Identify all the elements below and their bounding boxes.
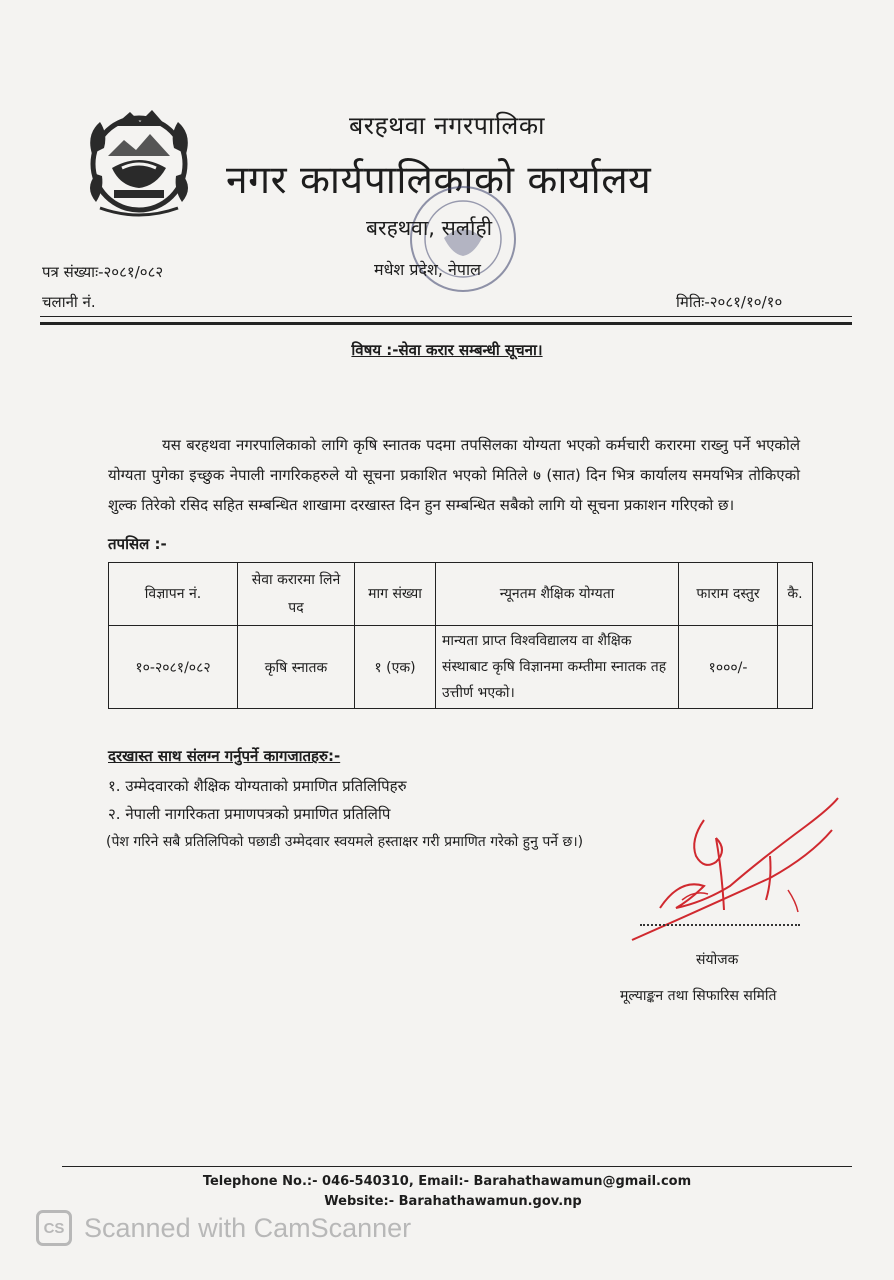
office-name: नगर कार्यपालिकाको कार्यालय (226, 158, 652, 203)
header-divider-thin (40, 316, 852, 317)
table-header-cell: न्यूनतम शैक्षिक योग्यता (436, 563, 679, 626)
documents-heading: दरखास्त साथ संलग्न गर्नुपर्ने कागजातहरु:- (108, 747, 341, 765)
camscanner-watermark (36, 1210, 411, 1246)
signature-line (640, 924, 800, 926)
table-header-row (109, 563, 813, 626)
handwritten-signature (620, 790, 850, 960)
watermark-text: Scanned with CamScanner (84, 1212, 412, 1243)
website-info: Website:- Barahathawamun.gov.np (324, 1194, 582, 1209)
notice-subject-text: विषय :-सेवा करार सम्बन्धी सूचना। (351, 341, 543, 359)
details-label: तपसिल :- (108, 535, 167, 553)
signatory-title: संयोजक (696, 952, 739, 968)
address-line-1: बरहथवा, सर्लाही (366, 216, 493, 240)
notice-body-paragraph: यस बरहथवा नगरपालिकाको लागि कृषि स्नातक पदमा तपसिलका योग्यता भएको कर्मचारी करारमा राख्नु पर्ने भएकोले योग्यता पुगेका इच्छुक नेपाली नागरिकहरुले यो सूचना प्रकाशित भएको मितिले ७ (सात) दिन भित्र कार्यालय समयभित्र तोकिएको शुल्क तिरेको रसिद सहित सम्बन्धित शाखामा दरखास्त दिन हुन सम्बन्धित सबैको लागि यो सूचना प्रकाशन गरिएको छ। (108, 436, 800, 514)
table-header-cell: विज्ञापन नं. (109, 563, 238, 626)
table-cell: १०-२०८१/०८२ (109, 626, 238, 709)
table-header-cell: सेवा करारमा लिने पद (238, 563, 355, 626)
address-line-2: मधेश प्रदेश, नेपाल (374, 260, 481, 279)
dispatch-number: चलानी नं. (42, 293, 96, 311)
list-item: २. नेपाली नागरिकता प्रमाणपत्रको प्रमाणित प्रतिलिपि (108, 805, 391, 823)
municipality-name: बरहथवा नगरपालिका (348, 111, 546, 140)
committee-name: मूल्याङ्कन तथा सिफारिस समिति (620, 988, 777, 1004)
notice-subject (0, 340, 894, 360)
footer-divider (62, 1166, 852, 1167)
table-cell (778, 626, 813, 709)
table-cell: कृषि स्नातक (238, 626, 355, 709)
table-header-cell: कै. (778, 563, 813, 626)
documents-note: (पेश गरिने सबै प्रतिलिपिको पछाडी उम्मेदवार स्वयमले हस्ताक्षर गरी प्रमाणित गरेको हुनु पर्ने छ।) (106, 834, 584, 850)
header-divider-thick (40, 322, 852, 325)
list-item: १. उम्मेदवारको शैक्षिक योग्यताको प्रमाणित प्रतिलिपिहरु (108, 777, 407, 795)
table-cell: १०००/- (679, 626, 778, 709)
table-header-cell: फाराम दस्तुर (679, 563, 778, 626)
contact-info: Telephone No.:- 046-540310, Email:- Barahathawamun@gmail.com (202, 1174, 692, 1189)
reference-number: पत्र संख्याः-२०८१/०८२ (42, 263, 164, 281)
table-row (109, 626, 813, 709)
camscanner-logo-icon: CS (36, 1210, 72, 1246)
table-cell: १ (एक) (355, 626, 436, 709)
vacancy-table (108, 562, 813, 709)
table-cell: मान्यता प्राप्त विश्वविद्यालय वा शैक्षिक संस्थाबाट कृषि विज्ञानमा कम्तीमा स्नातक तह उत्तीर्ण भएको। (436, 626, 679, 709)
table-header-cell: माग संख्या (355, 563, 436, 626)
letter-date: मितिः-२०८१/१०/१० (676, 293, 783, 311)
